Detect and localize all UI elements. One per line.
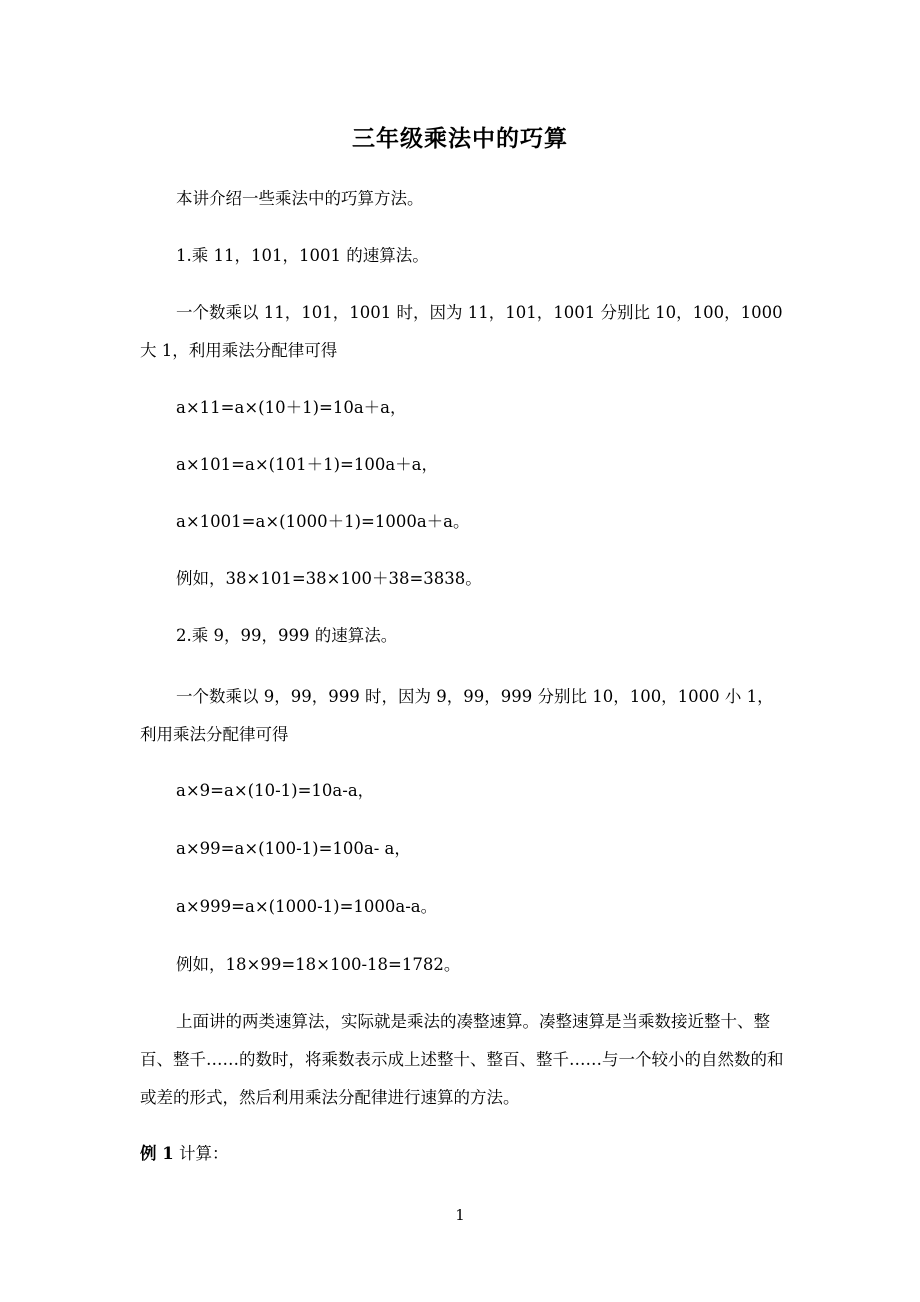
paragraph-intro: 本讲介绍一些乘法中的巧算方法。 <box>176 189 424 208</box>
formula-line-5: a×99=a×(100-1)=100a- a， <box>176 839 411 858</box>
example-line-2: 例如，18×99=18×100-18=1782。 <box>176 955 461 974</box>
example-text: 计算： <box>173 1144 229 1163</box>
formula-line-3: a×1001=a×(1000＋1)=1000a＋a。 <box>176 512 470 531</box>
paragraph-section-2-text: 一个数乘以 9，99，999 时，因为 9，99，999 分别比 10，100，1000 小 1，利用乘法分配律可得 <box>140 687 774 744</box>
example-line-1: 例如，38×101=38×100＋38=3838。 <box>176 569 482 588</box>
example-label: 例 1 <box>140 1144 174 1163</box>
page-number: 1 <box>455 1206 465 1224</box>
formula-line-1: a×11=a×(10＋1)=10a＋a， <box>176 398 407 417</box>
formula-line-2: a×101=a×(101＋1)=100a＋a， <box>176 455 439 474</box>
formula-line-4: a×9=a×(10-1)=10a-a， <box>176 781 375 800</box>
paragraph-section-2-heading: 2.乘 9，99，999 的速算法。 <box>176 626 398 645</box>
paragraph-section-1-heading: 1.乘 11，101，1001 的速算法。 <box>176 246 429 265</box>
paragraph-section-1-text: 一个数乘以 11，101，1001 时，因为 11，101，1001 分别比 10，100，1000 大 1，利用乘法分配律可得 <box>140 303 783 360</box>
formula-line-6: a×999=a×(1000-1)=1000a-a。 <box>176 897 438 916</box>
document-title: 三年级乘法中的巧算 <box>352 125 568 152</box>
example-heading <box>140 1135 785 1173</box>
paragraph-summary: 上面讲的两类速算法，实际就是乘法的凑整速算。凑整速算是当乘数接近整十、整百、整千……的数时，将乘数表示成上述整十、整百、整千……与一个较小的自然数的和或差的形式，然后利用乘法分配律进行速算的方法。 <box>140 1012 784 1107</box>
